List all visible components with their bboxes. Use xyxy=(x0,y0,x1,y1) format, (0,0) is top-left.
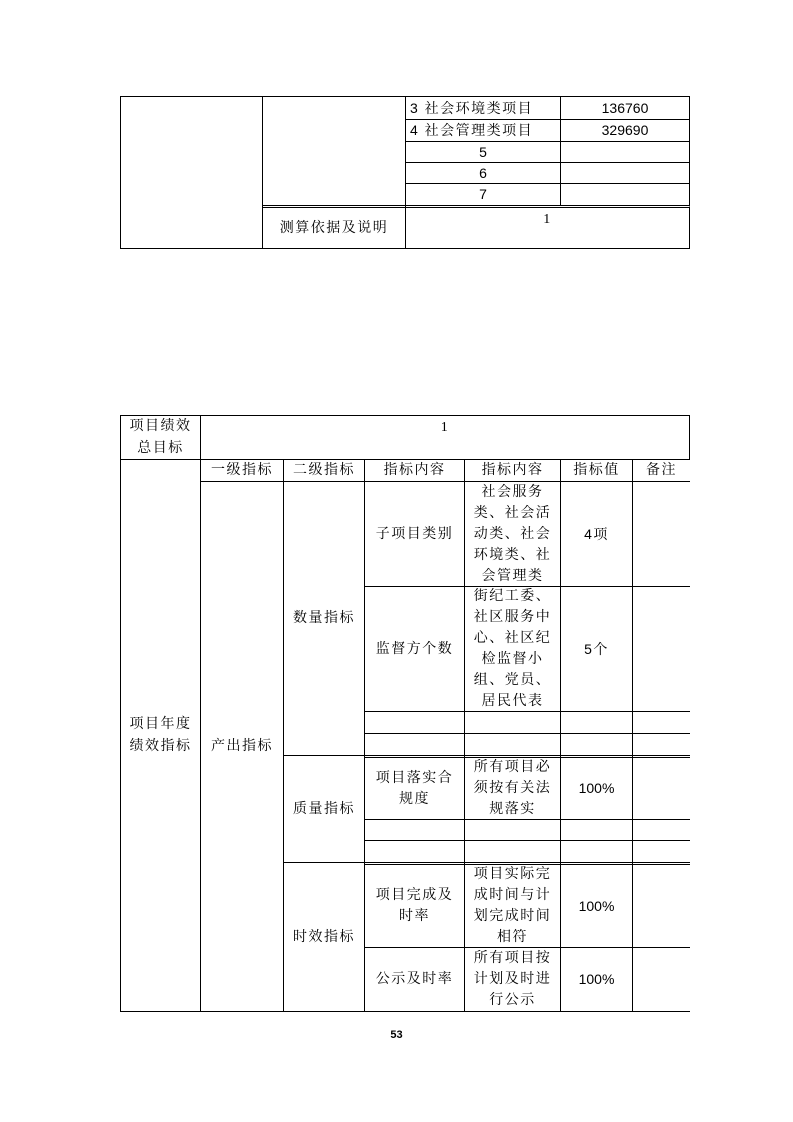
header-label: 指标内容 xyxy=(383,463,446,478)
indicator-cell xyxy=(364,733,465,756)
note-cell xyxy=(632,755,690,820)
budget-amount-value: 329690 xyxy=(601,122,649,138)
indicator-cell xyxy=(364,711,465,734)
header-label: 备注 xyxy=(646,463,677,478)
header-label: 一级指标 xyxy=(211,463,273,478)
indicator-cell xyxy=(364,481,465,587)
header-level2 xyxy=(283,459,365,482)
note-cell xyxy=(632,586,690,712)
note-cell xyxy=(632,711,690,734)
header-label: 指标内容 xyxy=(481,463,544,478)
header-label: 指标值 xyxy=(573,463,620,478)
basis-value-cell xyxy=(405,205,690,249)
note-cell xyxy=(632,733,690,756)
budget-table xyxy=(120,96,690,249)
budget-amount-cell xyxy=(560,162,690,184)
note-cell xyxy=(632,947,690,1012)
header-indicator xyxy=(364,459,465,482)
value-cell xyxy=(560,481,633,587)
indicator-value: 5个 xyxy=(584,640,609,657)
note-cell xyxy=(632,840,690,863)
note-cell xyxy=(632,819,690,841)
budget-amount-cell xyxy=(560,119,690,142)
content-cell xyxy=(464,862,561,948)
value-cell xyxy=(560,947,633,1012)
performance-table xyxy=(120,415,690,1012)
indicator-label: 项目落实合规度 xyxy=(375,770,454,807)
overall-goal-label: 项目绩效总目标 xyxy=(129,418,192,456)
content-cell xyxy=(464,755,561,820)
budget-item-cell xyxy=(405,119,561,142)
content-text: 项目实际完成时间与计划完成时间相符 xyxy=(473,867,552,945)
indicator-label: 子项目类别 xyxy=(375,526,454,542)
indicator-cell xyxy=(364,819,465,841)
level1-cell xyxy=(200,481,284,1012)
value-cell xyxy=(560,733,633,756)
indicator-value: 100% xyxy=(578,897,615,914)
basis-value: 1 xyxy=(543,212,552,227)
indicator-cell xyxy=(364,586,465,712)
indicator-value: 4项 xyxy=(584,525,609,542)
budget-item-label: 7 xyxy=(479,186,487,202)
level2-cell-quantity xyxy=(283,481,365,756)
overall-goal-value-cell xyxy=(200,415,690,460)
budget-blank-cell xyxy=(262,96,406,206)
indicator-cell xyxy=(364,840,465,863)
value-cell xyxy=(560,840,633,863)
budget-item-label: 4 社会管理类项目 xyxy=(410,122,534,138)
value-cell xyxy=(560,586,633,712)
value-cell xyxy=(560,819,633,841)
budget-amount-value: 136760 xyxy=(601,99,649,116)
indicator-cell xyxy=(364,947,465,1012)
content-cell xyxy=(464,947,561,1012)
content-cell xyxy=(464,840,561,863)
budget-blank-cell xyxy=(120,96,263,249)
overall-goal-label-cell xyxy=(120,415,201,460)
budget-amount-cell xyxy=(560,141,690,163)
value-cell xyxy=(560,862,633,948)
content-cell xyxy=(464,819,561,841)
content-text: 街纪工委、社区服务中心、社区纪检监督小组、党员、居民代表 xyxy=(473,589,552,709)
basis-label: 测算依据及说明 xyxy=(279,220,389,236)
content-text: 所有项目必须按有关法规落实 xyxy=(473,760,552,817)
indicator-cell xyxy=(364,755,465,820)
budget-item-cell xyxy=(405,183,561,206)
indicator-label: 项目完成及时率 xyxy=(375,888,454,924)
content-cell xyxy=(464,711,561,734)
content-cell xyxy=(464,586,561,712)
level2-label: 数量指标 xyxy=(293,611,355,626)
budget-item-label: 5 xyxy=(479,143,487,160)
page-number: 53 xyxy=(390,1029,403,1041)
value-cell xyxy=(560,711,633,734)
value-cell xyxy=(560,755,633,820)
note-cell xyxy=(632,862,690,948)
level2-cell-quality xyxy=(283,755,365,863)
annual-indicators-label: 项目年度绩效指标 xyxy=(129,716,192,754)
overall-goal-value: 1 xyxy=(440,420,450,435)
budget-item-cell xyxy=(405,162,561,184)
note-cell xyxy=(632,481,690,587)
annual-indicators-label-cell xyxy=(120,459,201,1012)
level2-cell-timeliness xyxy=(283,862,365,1012)
basis-label-cell xyxy=(262,205,406,249)
indicator-cell xyxy=(364,862,465,948)
header-label: 二级指标 xyxy=(293,463,355,478)
budget-item-cell xyxy=(405,96,561,120)
budget-item-cell xyxy=(405,141,561,163)
indicator-value: 100% xyxy=(578,971,615,987)
indicator-label: 公示及时率 xyxy=(375,972,454,987)
indicator-label: 监督方个数 xyxy=(375,641,454,657)
content-text: 社会服务类、社会活动类、社会环境类、社会管理类 xyxy=(473,484,552,584)
level2-label: 质量指标 xyxy=(293,801,355,817)
budget-item-label: 3 社会环境类项目 xyxy=(410,99,534,116)
header-note xyxy=(632,459,690,482)
content-cell xyxy=(464,733,561,756)
content-text: 所有项目按计划及时进行公示 xyxy=(473,951,552,1008)
header-content xyxy=(464,459,561,482)
budget-amount-cell xyxy=(560,183,690,206)
level2-label: 时效指标 xyxy=(293,929,355,945)
budget-item-label: 6 xyxy=(479,164,487,181)
content-cell xyxy=(464,481,561,587)
header-level1 xyxy=(200,459,284,482)
indicator-value: 100% xyxy=(578,780,615,796)
header-value xyxy=(560,459,633,482)
budget-amount-cell xyxy=(560,96,690,120)
level1-label: 产出指标 xyxy=(211,739,273,754)
